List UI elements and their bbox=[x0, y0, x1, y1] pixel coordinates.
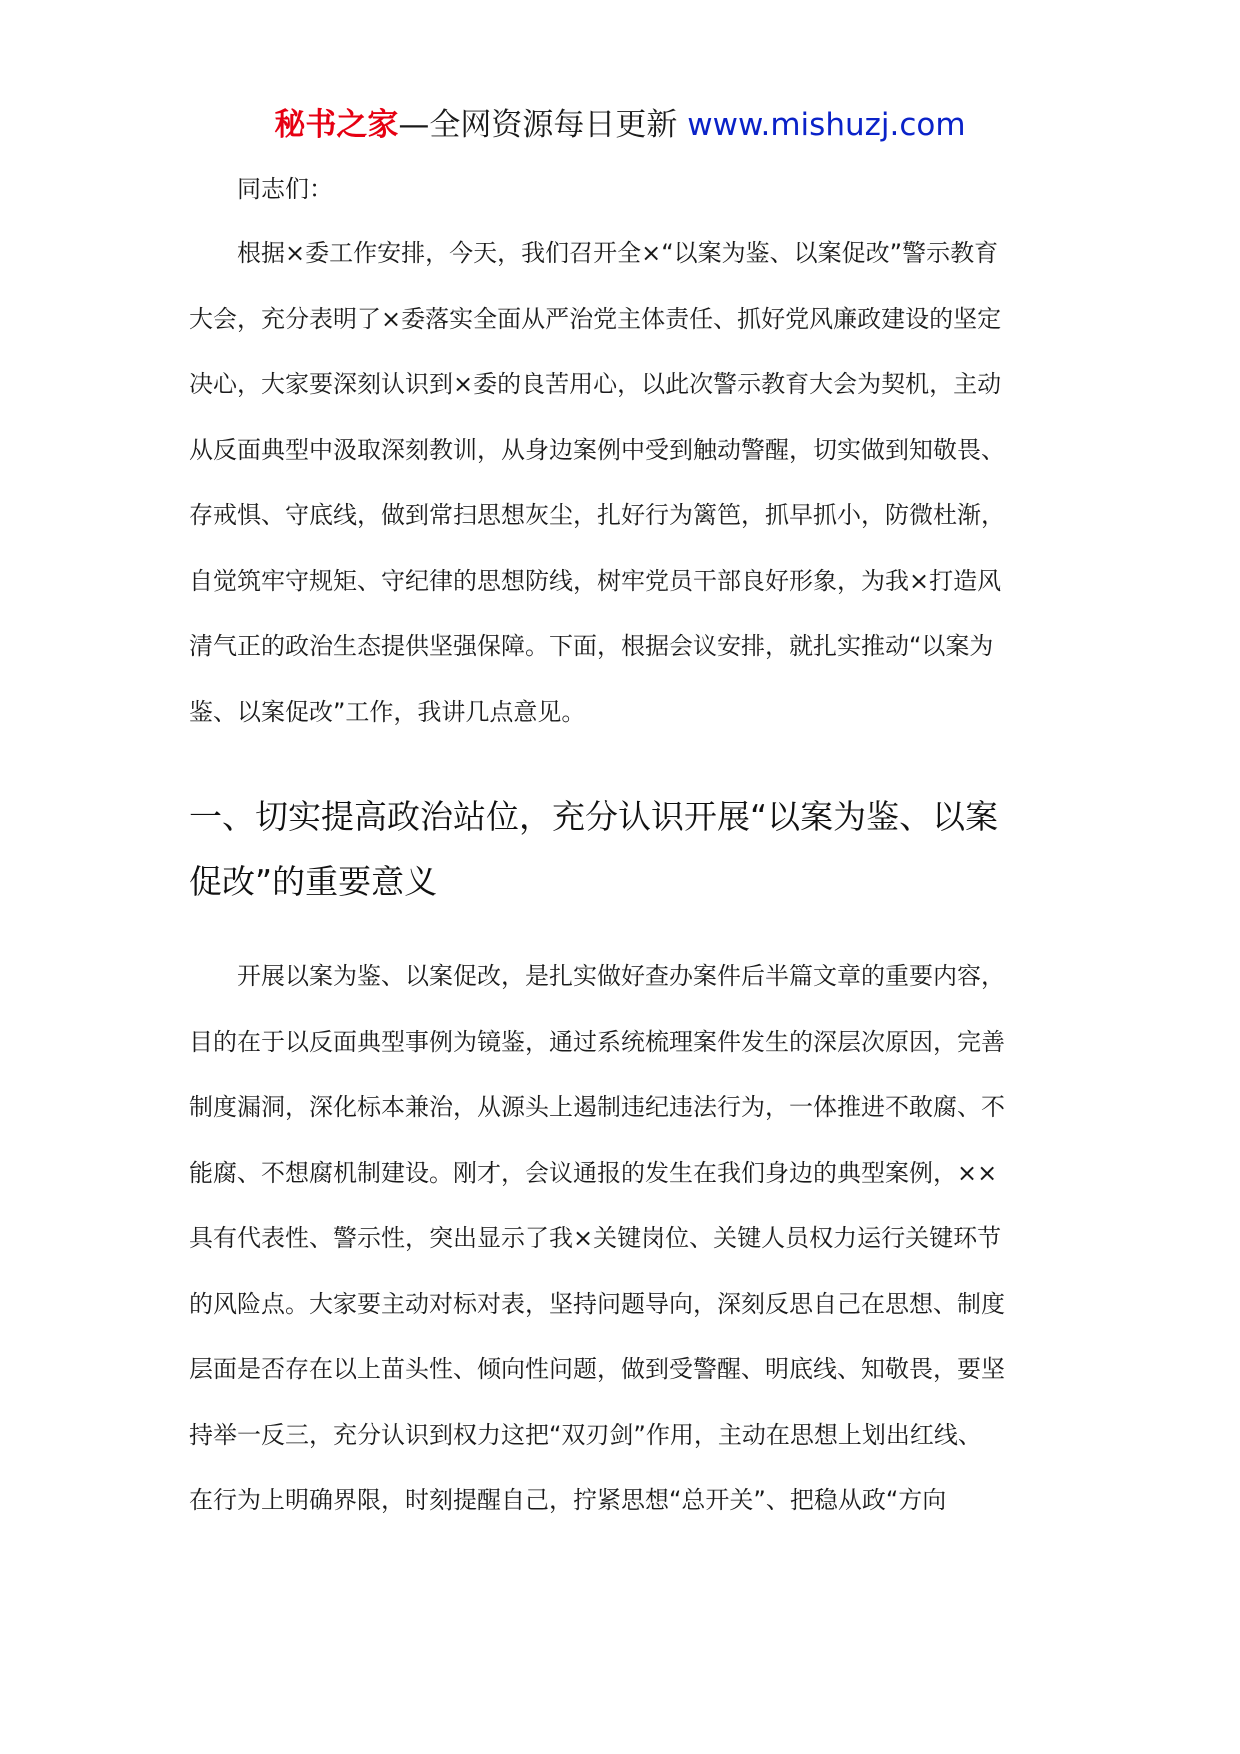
header-tagline: —全网资源每日更新 bbox=[398, 107, 688, 143]
text-line: 自觉筑牢守规矩、守纪律的思想防线，树牢党员干部良好形象，为我×打造风 bbox=[189, 566, 1002, 595]
salutation: 同志们： bbox=[237, 175, 333, 203]
section-paragraph bbox=[189, 944, 1051, 1534]
section-heading bbox=[189, 784, 1051, 914]
heading-line: 一、切实提高政治站位，充分认识开展“以案为鉴、以案 bbox=[189, 797, 999, 836]
text-line: 存戒惧、守底线，做到常扫思想灰尘，扎好行为篱笆，抓早抓小，防微杜渐， bbox=[189, 501, 1005, 529]
text-line: 目的在于以反面典型事例为镜鉴，通过系统梳理案件发生的深层次原因，完善 bbox=[189, 1027, 1005, 1056]
text-line: 根据×委工作安排，今天，我们召开全×“以案为鉴、以案促改”警示教育 bbox=[237, 239, 999, 267]
text-line: 在行为上明确界限，时刻提醒自己，拧紧思想“总开关”、把稳从政“方向 bbox=[189, 1486, 947, 1514]
text-line: 从反面典型中汲取深刻教训，从身边案例中受到触动警醒，切实做到知敬畏、 bbox=[189, 435, 1005, 464]
page-header bbox=[0, 100, 1240, 150]
text-line: 具有代表性、警示性，突出显示了我×关键岗位、关键人员权力运行关键环节 bbox=[189, 1224, 1002, 1252]
text-line: 决心，大家要深刻认识到×委的良苦用心，以此次警示教育大会为契机，主动 bbox=[189, 370, 1002, 398]
site-url[interactable]: www.mishuzj.com bbox=[687, 107, 966, 143]
text-line: 层面是否存在以上苗头性、倾向性问题，做到受警醒、明底线、知敬畏，要坚 bbox=[189, 1355, 1005, 1383]
text-line: 清气正的政治生态提供坚强保障。下面，根据会议安排，就扎实推动“以案为 bbox=[189, 632, 994, 660]
text-line: 鉴、以案促改”工作，我讲几点意见。 bbox=[189, 697, 586, 726]
text-line: 大会，充分表明了×委落实全面从严治党主体责任、抓好党风廉政建设的坚定 bbox=[189, 304, 1002, 333]
intro-paragraph bbox=[189, 221, 1051, 745]
brand-name: 秘书之家 bbox=[274, 107, 399, 143]
text-line: 能腐、不想腐机制建设。刚才，会议通报的发生在我们身边的典型案例，×× bbox=[189, 1158, 998, 1187]
text-line: 持举一反三，充分认识到权力这把“双刃剑”作用，主动在思想上划出红线、 bbox=[189, 1420, 982, 1449]
heading-line: 促改”的重要意义 bbox=[189, 862, 438, 901]
text-line: 的风险点。大家要主动对标对表，坚持问题导向，深刻反思自己在思想、制度 bbox=[189, 1289, 1005, 1318]
text-line: 制度漏洞，深化标本兼治，从源头上遏制违纪违法行为，一体推进不敢腐、不 bbox=[189, 1093, 1005, 1121]
text-line: 开展以案为鉴、以案促改，是扎实做好查办案件后半篇文章的重要内容， bbox=[237, 962, 1005, 990]
document-body bbox=[189, 165, 1051, 1534]
